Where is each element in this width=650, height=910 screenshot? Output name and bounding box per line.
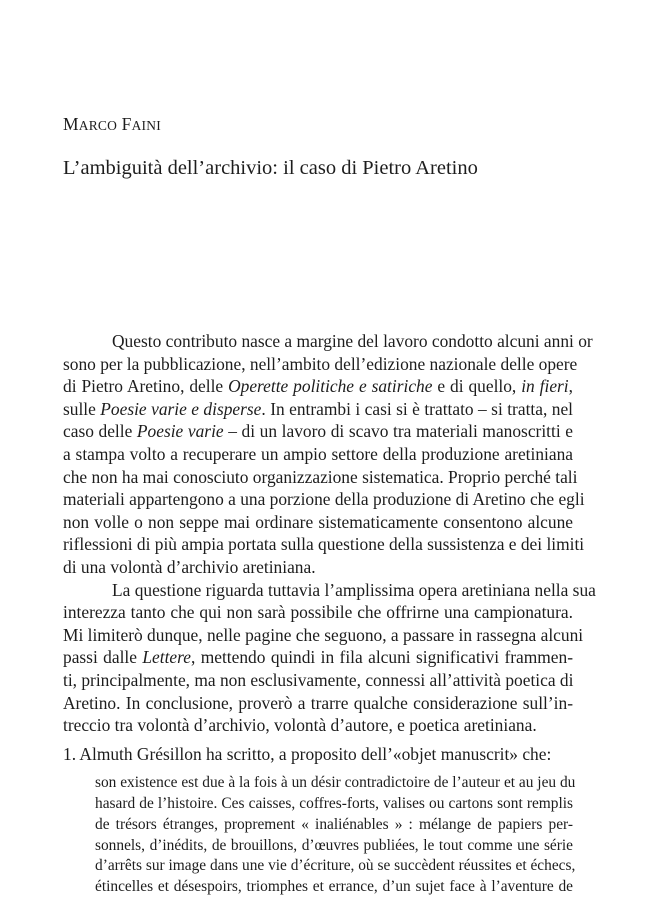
italic-title: Poesie varie — [136, 421, 224, 442]
text-line — [63, 646, 573, 669]
text-line: a stampa volto a recuperare un ampio settore della produzione aretiniana — [63, 443, 573, 464]
author-first-rest: ARCO — [78, 118, 118, 133]
text-line: materiali appartengono a una porzione della produzione di Aretino che egli — [63, 489, 585, 510]
text-run: , — [568, 376, 573, 397]
italic-title: Poesie varie e disperse — [100, 398, 262, 419]
italic-title: Operette politiche e satiriche — [228, 376, 433, 397]
italic-title: Lettere — [142, 647, 191, 668]
text-line: Aretino. In conclusione, proverò a trarre qualche considerazione sull’in- — [63, 692, 573, 713]
text-run: di Pietro Aretino, delle — [63, 376, 229, 397]
quote-line: hasard de l’histoire. Ces caisses, coffres-forts, valises ou cartons sont remplis — [95, 795, 573, 813]
paragraph-2 — [63, 579, 596, 737]
section-1-intro — [63, 743, 573, 766]
text-run: , mettendo quindi in fila alcuni significativi frammen- — [190, 647, 574, 668]
quote-line: sonnels, d’inédits, de brouillons, d’œuvres publiées, le tout comme une série — [95, 836, 573, 854]
paragraph-1 — [63, 330, 593, 579]
article-body — [63, 330, 596, 898]
text-line: interezza tanto che qui non sarà possibile che offrirne una campionatura. — [63, 602, 573, 623]
quote-line: son existence est due à la fois à un désir contradictoire de l’auteur et au jeu du — [95, 774, 576, 792]
block-quote — [95, 773, 576, 898]
text-run: . In entrambi i casi si è trattato – si tratta, nel — [261, 398, 573, 419]
author-name — [63, 114, 161, 135]
article-title: L’ambiguità dell’archivio: il caso di Pietro Aretino — [63, 157, 478, 179]
text-run: passi dalle — [63, 647, 143, 668]
quote-line: d’arrêts sur image dans une vie d’écriture, où se succèdent réussites et échecs, — [95, 857, 576, 875]
text-line — [63, 375, 573, 398]
text-line: Mi limiterò dunque, nelle pagine che seguono, a passare in rassegna alcuni — [63, 624, 584, 645]
text-line: ti, principalmente, ma non esclusivamente, connessi all’attività poetica di — [63, 669, 574, 690]
quote-line: étincelles et désespoirs, triomphes et errance, d’un sujet face à l’aventure de — [95, 878, 573, 896]
italic-phrase: in fieri — [521, 376, 569, 397]
text-line: Questo contributo nasce a margine del lavoro condotto alcuni anni or — [112, 331, 593, 351]
author-last-rest: AINI — [131, 118, 161, 133]
text-run: – di un lavoro di scavo tra materiali manoscritti e — [223, 421, 573, 442]
author-last-initial: F — [121, 114, 132, 134]
text-line: treccio tra volontà d’archivio, volontà d’autore, e poetica aretiniana. — [63, 715, 537, 736]
text-run: e di quello, — [432, 376, 522, 397]
text-line: sono per la pubblicazione, nell’ambito dell’edizione nazionale delle opere — [63, 353, 578, 374]
text-line: riflessioni di più ampia portata sulla questione della sussistenza e dei limiti — [63, 534, 585, 555]
quote-line: de trésors étranges, proprement « inaliénables » : mélange de papiers per- — [95, 815, 573, 833]
text-line: che non ha mai conosciuto organizzazione sistematica. Proprio perché tali — [63, 466, 578, 487]
author-first-initial: M — [63, 114, 79, 134]
text-line — [63, 398, 573, 421]
text-line: La questione riguarda tuttavia l’amplissima opera aretiniana nella sua — [112, 579, 596, 600]
text-run: sulle — [63, 398, 101, 419]
text-run: caso delle — [63, 421, 137, 442]
text-line: 1. Almuth Grésillon ha scritto, a proposito dell’«objet manuscrit» che: — [63, 743, 552, 764]
text-line: non volle o non seppe mai ordinare sistematicamente consentono alcune — [63, 511, 573, 532]
text-line: di una volontà d’archivio aretiniana. — [63, 556, 316, 577]
text-line — [63, 420, 573, 443]
